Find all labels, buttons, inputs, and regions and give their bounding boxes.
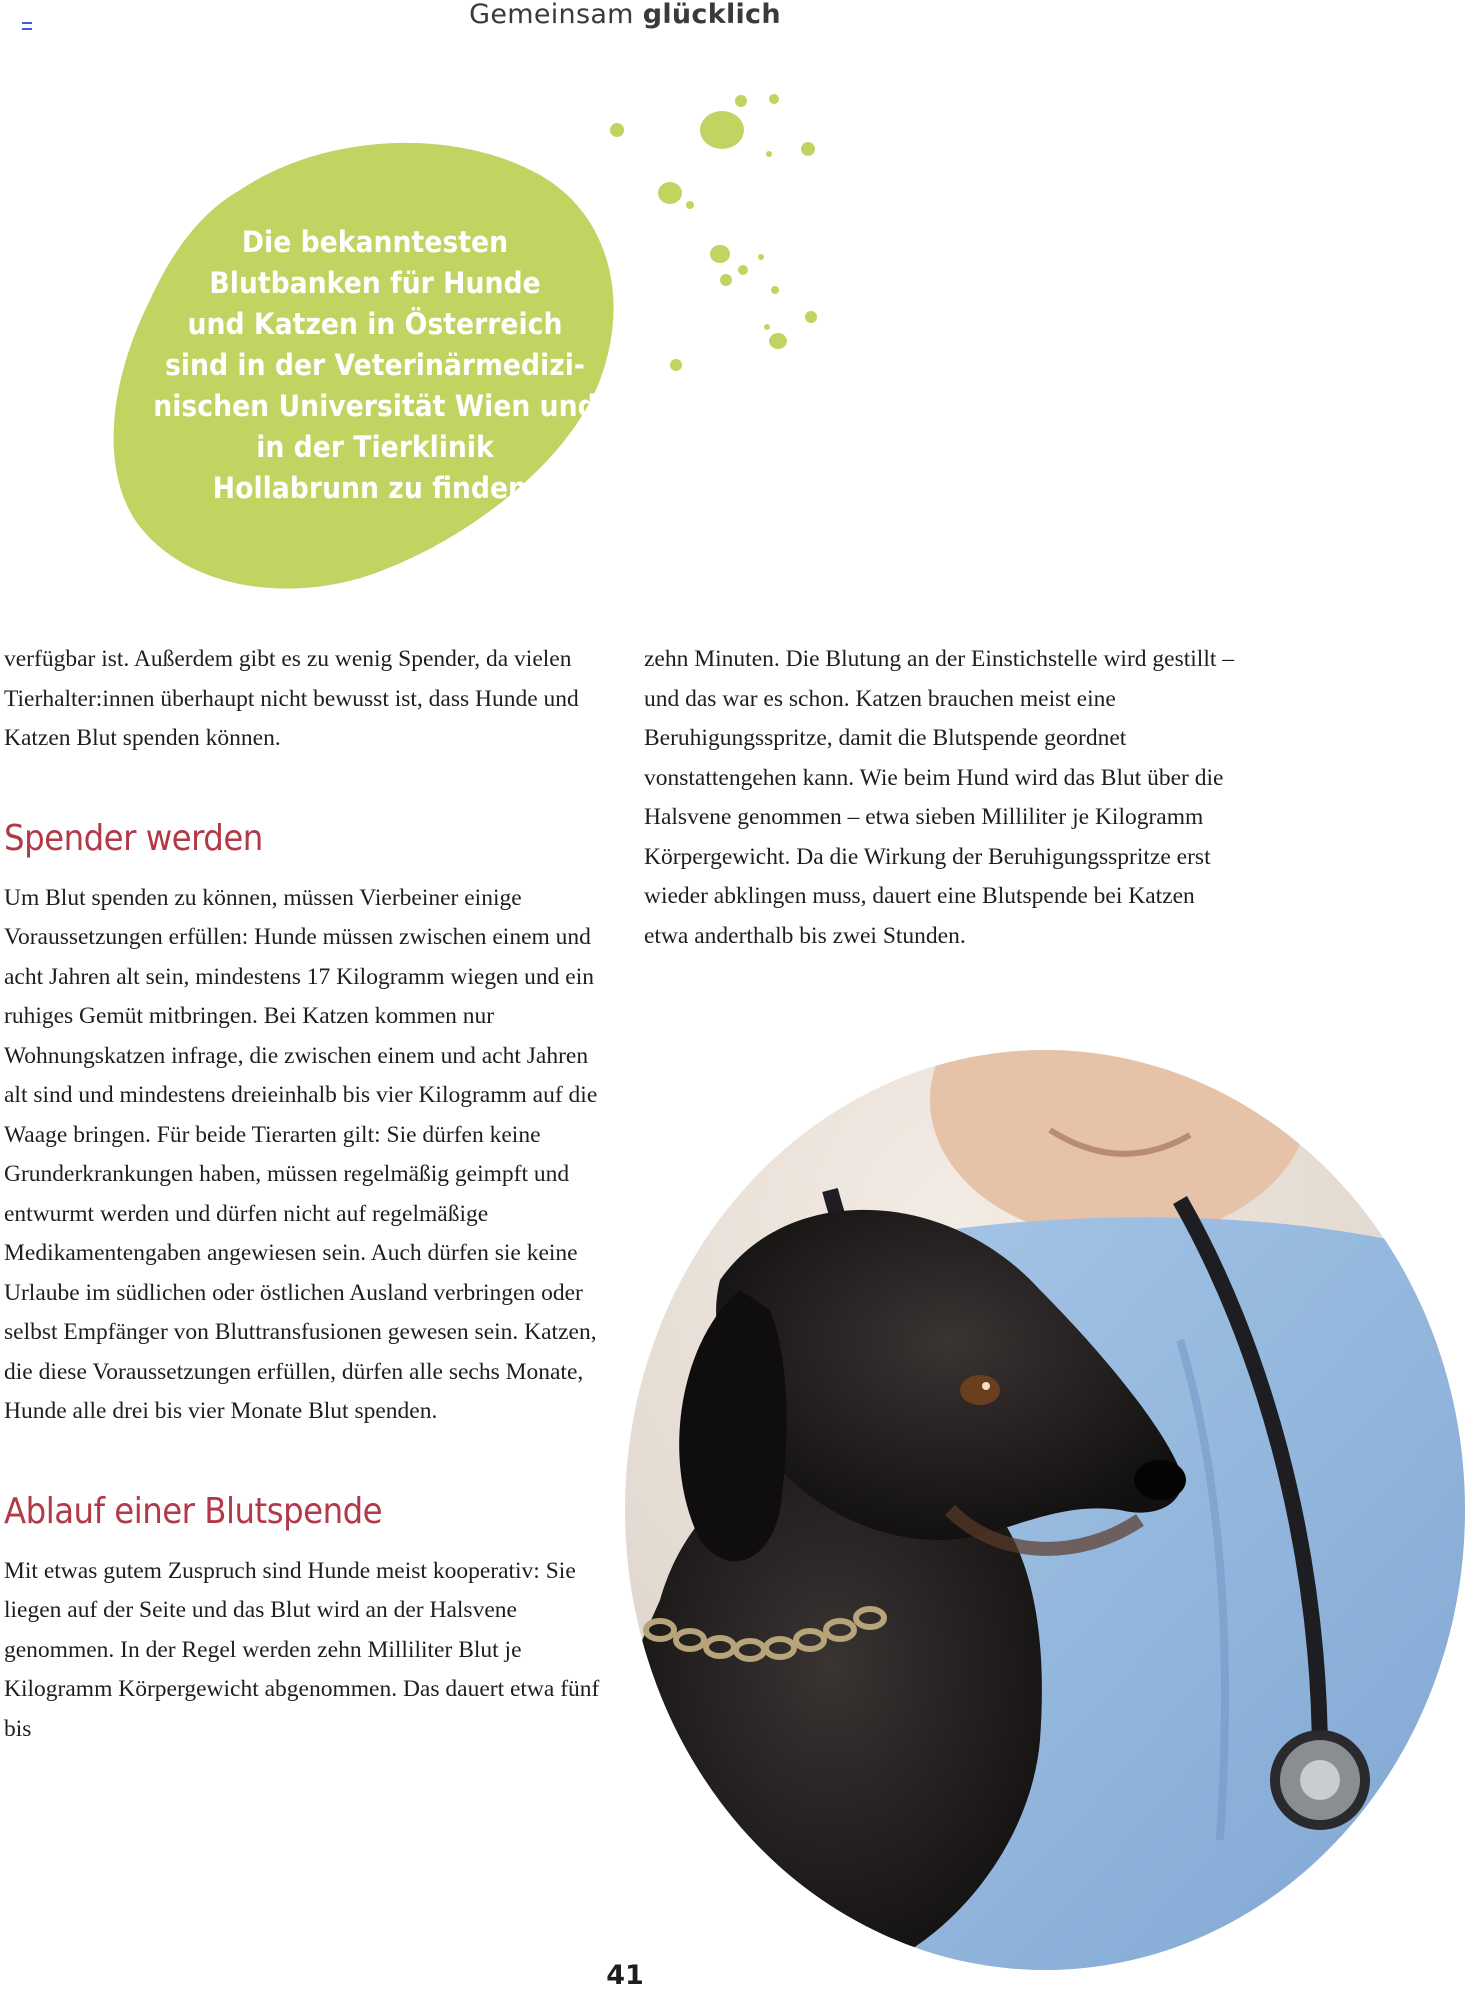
page-number: 41 — [606, 1960, 644, 1991]
paragraph-ablauf: Mit etwas gutem Zuspruch sind Hunde meist kooperativ: Sie liegen auf der Seite und das Blut wird an der Halsvene genommen. In der Regel werden zehn Milliliter Blut je Kilogramm Körpergewicht abgenommen. Das dauert etwa fünf bis — [4, 1557, 600, 1742]
splash-dot — [764, 324, 770, 330]
splash-dot — [801, 142, 815, 156]
splash-dot — [710, 245, 730, 263]
header-title-light: Gemeinsam — [469, 0, 634, 30]
right-column — [644, 640, 1244, 956]
splash-dot — [771, 286, 779, 294]
splash-dot — [805, 311, 817, 323]
splash-dots — [610, 94, 817, 371]
vet-dog-photo — [620, 1040, 1465, 1990]
header-title-bold: glücklich — [642, 0, 781, 30]
splash-dot — [738, 265, 748, 275]
splash-dot — [769, 94, 779, 104]
left-column — [4, 640, 604, 1749]
paragraph-right: zehn Minuten. Die Blutung an der Einstichstelle wird gestillt – und das war es schon. Katzen brauchen meist eine Beruhigungsspritze, damit die Blutspende geordnet vonstattengehen kann. Wie beim Hund wird das Blut über die Halsvene genommen – etwa sieben Milliliter je Kilogramm Körpergewicht. Da die Wirkung der Beruhigungsspritze erst wieder abklingen muss, dauert eine Blutspende bei Katzen etwa anderthalb bis zwei Stunden. — [644, 646, 1235, 949]
splash-dot — [720, 274, 732, 286]
heading-ablauf: Ablauf einer Blutspende — [4, 1490, 383, 1532]
dog-eye-highlight — [982, 1382, 990, 1390]
splash-dot — [769, 333, 787, 349]
splash-dot — [658, 182, 682, 204]
spacer — [4, 1432, 604, 1470]
spacer — [4, 759, 604, 797]
splash-dot — [758, 254, 764, 260]
dog-nose — [1134, 1460, 1186, 1500]
heading-spender-werden: Spender werden — [4, 817, 263, 859]
intro-paragraph: verfügbar ist. Außerdem gibt es zu wenig Spender, da vielen Tierhalter:innen überhaupt nicht bewusst ist, dass Hunde und Katzen Blut spenden können. — [4, 646, 579, 751]
dog-eye — [960, 1375, 1000, 1405]
splash-dot — [700, 111, 744, 149]
stethoscope-chest-piece-inner — [1300, 1760, 1340, 1800]
paragraph-spender: Um Blut spenden zu können, müssen Vierbeiner einige Voraussetzungen erfüllen: Hunde müssen zwischen einem und acht Jahren alt sein, mindestens 17 Kilogramm wiegen und ein ruhiges Gemüt mitbringen. Bei Katzen kommen nur Wohnungskatzen infrage, die zwischen einem und acht Jahren alt sind und mindestens dreieinhalb bis vier Kilogramm auf die Waage bringen. Für beide Tierarten gilt: Sie dürfen keine Grunderkrankungen haben, müssen regelmäßig geimpft und entwurmt werden und dürfen nicht auf regelmäßige Medikamentengaben angewiesen sein. Auch dürfen sie keine Urlaube im südlichen oder östlichen Ausland verbringen oder selbst Empfänger von Bluttransfusionen gewesen sein. Katzen, die diese Voraussetzungen erfüllen, dürfen alle sechs Monate, Hunde alle drei bis vier Monate Blut spenden. — [4, 884, 598, 1424]
splash-dot — [686, 201, 694, 209]
splash-dot — [670, 359, 682, 371]
splash-dot — [735, 95, 747, 107]
callout-text: Die bekanntesten Blutbanken für Hunde und Katzen in Österreich sind in der Veterinärmedizi- nischen Universität Wien und in der Tierklinik Hollabrunn zu finden. — [153, 225, 597, 505]
splash-dot — [766, 151, 772, 157]
splash-dot — [610, 123, 624, 137]
